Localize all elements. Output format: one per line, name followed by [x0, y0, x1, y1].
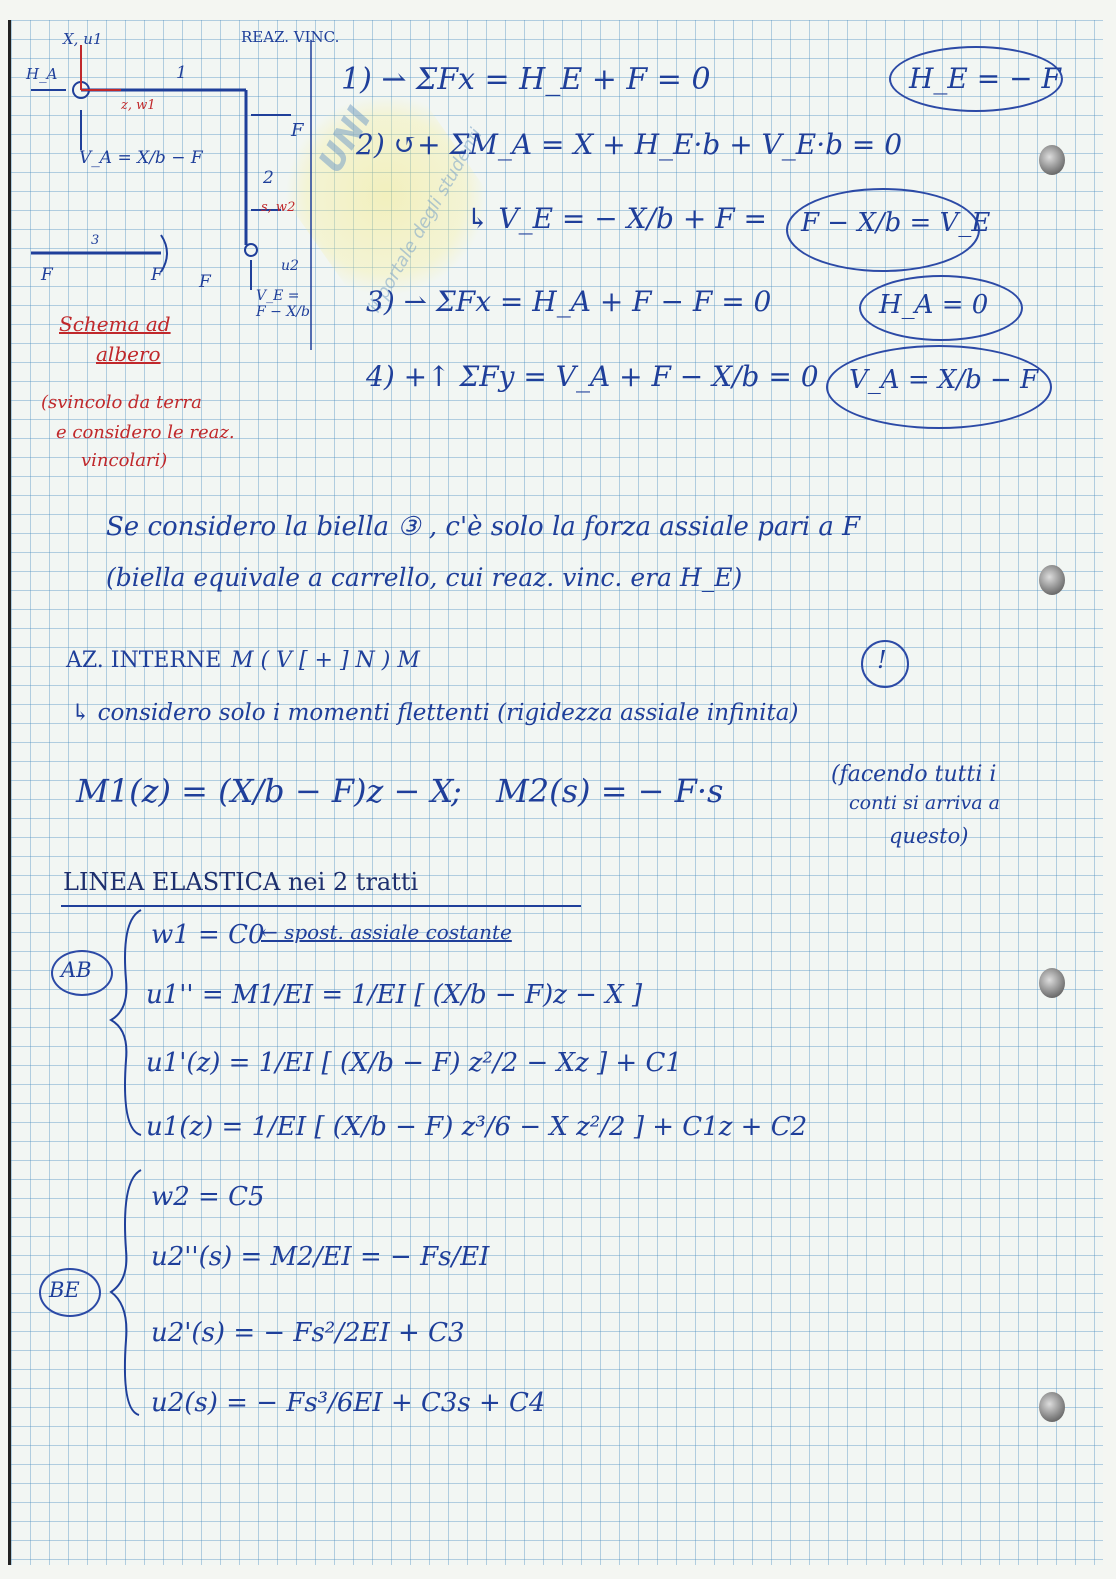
ab-eq-3: u1'(z) = 1/EI [ (X/b − F) z²/2 − Xz ] + C1	[146, 1048, 682, 1078]
reaction-eq-3: 3) ⇀ ΣFx = H_A + F − F = 0	[366, 285, 772, 318]
aside-note-3: questo)	[889, 824, 969, 848]
reaction-result-4: V_A = X/b − F	[849, 365, 1039, 395]
binder-hole	[1039, 1392, 1065, 1422]
binder-hole	[1039, 145, 1065, 175]
note-schema-title-1: Schema ad	[59, 312, 171, 336]
ab-eq-2: u1'' = M1/EI = 1/EI [ (X/b − F)z − X ]	[146, 980, 643, 1010]
reaction-result-2: F − X/b = V_E	[801, 208, 991, 238]
aside-note-1: (facendo tutti i	[831, 762, 997, 787]
label-force-f: F	[291, 120, 304, 141]
binder-hole	[1039, 565, 1065, 595]
notebook-page	[8, 20, 1103, 1565]
hinge-e	[245, 244, 257, 256]
label-u2: u2	[281, 258, 299, 274]
internal-note: ↳ considero solo i momenti flettenti (rigidezza assiale infinita)	[71, 700, 799, 726]
label-beam-1: 1	[176, 63, 187, 83]
be-eq-1: w2 = C5	[151, 1182, 265, 1212]
reactions-heading: REAZ. VINC.	[241, 28, 340, 46]
be-eq-2: u2''(s) = M2/EI = − Fs/EI	[151, 1242, 490, 1272]
label-force-f: F	[199, 272, 211, 292]
be-eq-4: u2(s) = − Fs³/6EI + C3s + C4	[151, 1388, 546, 1418]
label-ha: H_A	[26, 65, 58, 83]
internal-heading: AZ. INTERNE	[66, 648, 222, 673]
be-eq-3: u2'(s) = − Fs²/2EI + C3	[151, 1318, 465, 1348]
label-beam-2: 2	[263, 168, 274, 188]
note-line-2: e considero le reaz.	[56, 422, 235, 443]
ab-eq-4: u1(z) = 1/EI [ (X/b − F) z³/6 − X z²/2 ] + C1z + C2	[146, 1112, 808, 1142]
moment-separator: ;	[451, 772, 462, 810]
reaction-eq-2b: ↳ V_E = − X/b + F =	[466, 202, 767, 235]
reaction-eq-2: 2) ↺+ ΣM_A = X + H_E·b + V_E·b = 0	[356, 128, 903, 161]
label-force-f: F	[41, 265, 53, 285]
note-line-1: (svincolo da terra	[41, 392, 202, 413]
reaction-result-1: H_E = − F	[909, 62, 1061, 95]
label-va: V_A = X/b − F	[79, 148, 203, 168]
label-s-w2: s, w2	[261, 200, 296, 215]
exclaim-mark: !	[877, 646, 887, 674]
note-line-3: vincolari)	[81, 450, 168, 471]
sign-convention: M ( V [ + ] N ) M	[231, 648, 420, 673]
label-force-f: F	[151, 265, 163, 285]
elastic-heading: LINEA ELASTICA nei 2 tratti	[63, 868, 419, 896]
note-schema-title-2: albero	[96, 342, 161, 366]
label-beam-3: 3	[91, 233, 100, 248]
segment-tag-be: BE	[49, 1278, 80, 1302]
ab-eq-1-note: ← spost. assiale costante	[261, 920, 512, 944]
watermark-logo-text: UNI	[310, 100, 380, 180]
label-x-u1: X, u1	[63, 30, 103, 48]
biella-note-1: Se considero la biella ③ , c'è solo la forza assiale pari a F	[106, 512, 861, 542]
reaction-eq-1: 1) ⇀ ΣFx = H_E + F = 0	[341, 62, 711, 97]
reaction-result-3: H_A = 0	[879, 290, 989, 320]
segment-tag-ab: AB	[61, 958, 92, 982]
label-z-w1: z, w1	[121, 98, 156, 113]
binder-hole	[1039, 968, 1065, 998]
moment-m1: M1(z) = (X/b − F)z − X	[76, 772, 454, 810]
reaction-eq-4: 4) +↑ ΣFy = V_A + F − X/b = 0	[366, 360, 819, 393]
moment-m2: M2(s) = − F·s	[496, 772, 724, 810]
label-ve: V_E = F − X/b	[256, 288, 310, 320]
brace-marks	[11, 20, 151, 1480]
watermark-text: il portale degli studenti	[364, 124, 487, 317]
biella-note-2: (biella equivale a carrello, cui reaz. vinc. era H_E)	[106, 563, 743, 592]
ab-eq-1: w1 = C0	[151, 920, 265, 950]
aside-note-2: conti si arriva a	[849, 792, 1000, 814]
